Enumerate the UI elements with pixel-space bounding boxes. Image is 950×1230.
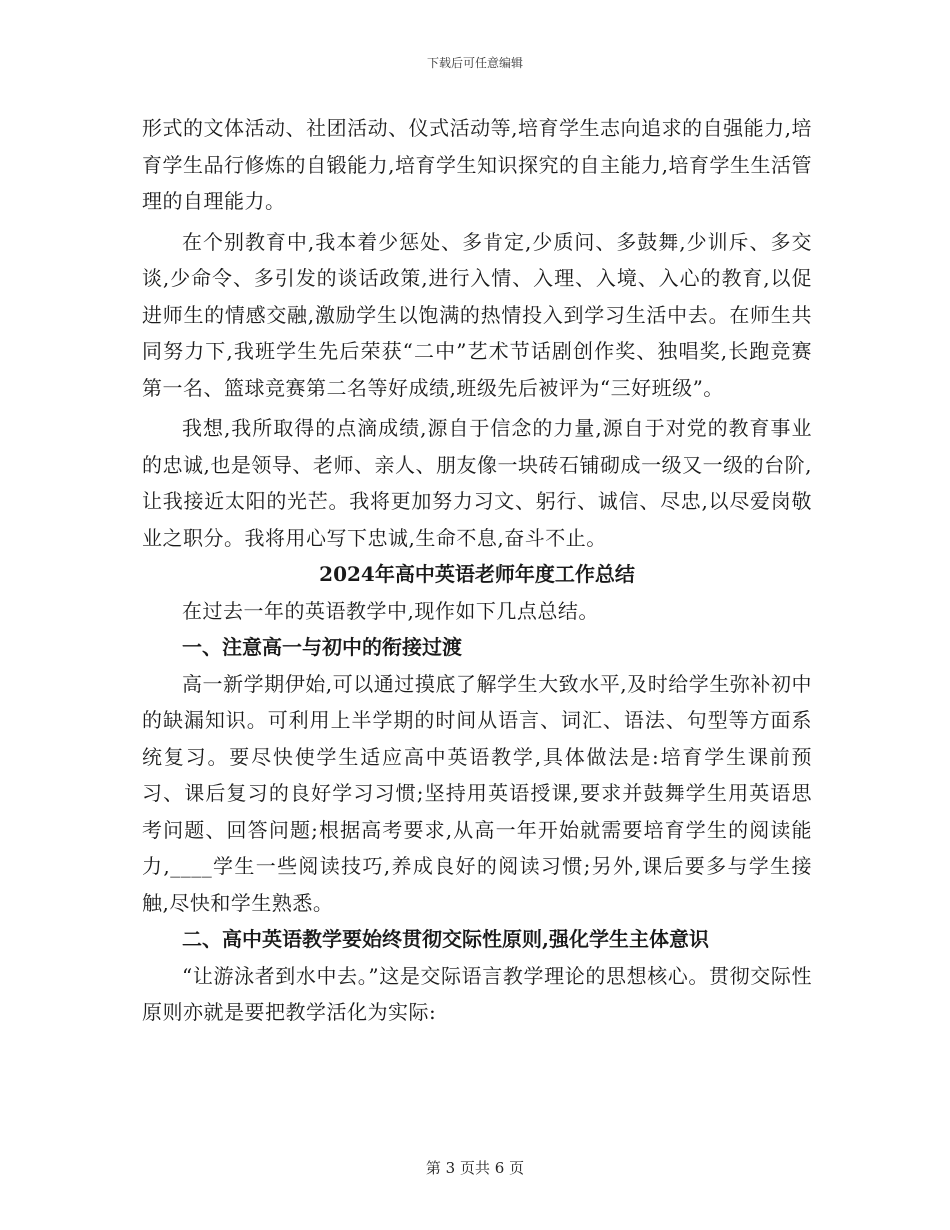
section-heading-1: 一、注意高一与初中的衔接过渡 [182, 635, 462, 659]
page-number: 第 3 页共 6 页 [425, 1159, 525, 1177]
paragraph-individual-education: 在个别教育中,我本着少惩处、多肯定,少质问、多鼓舞,少训斥、多交谈,少命令、多引发的谈话政策,进行入情、入理、入境、入心的教育,以促进师生的情感交融,激励学生以饱满的热情投入到学习生活中去。在师生共同努力下,我班学生先后荣获“二中”艺术节话剧创作奖、独唱奖,长跑竞赛第一名、篮球竞赛第二名等好成绩,班级先后被评为“三好班级”。 [142, 229, 812, 400]
paragraph-activities: 形式的文体活动、社团活动、仪式活动等,培育学生志向追求的自强能力,培育学生品行修炼的自锻能力,培育学生知识探究的自主能力,培育学生生活管理的自理能力。 [142, 116, 812, 213]
page-header-note: 下载后可任意编辑 [426, 56, 523, 70]
section-heading-2: 二、高中英语教学要始终贯彻交际性原则,强化学生主体意识 [182, 927, 709, 951]
document-body [142, 110, 812, 1031]
paragraph-intro: 在过去一年的英语教学中,现作如下几点总结。 [182, 598, 599, 623]
paragraph-communicative: “让游泳者到水中去。”这是交际语言教学理论的思想核心。贯彻交际性原则亦就是要把教学活化为实际: [142, 963, 812, 1024]
paragraph-reflection: 我想,我所取得的点滴成绩,源自于信念的力量,源自于对党的教育事业的忠诚,也是领导、老师、亲人、朋友像一块砖石铺砌成一级又一级的台阶,让我接近太阳的光芒。我将更加努力习文、躬行、诚信、尽忠,以尽爱岗敬业之职分。我将用心写下忠诚,生命不息,奋斗不止。 [142, 416, 812, 550]
paragraph-transition: 高一新学期伊始,可以通过摸底了解学生大致水平,及时给学生弥补初中的缺漏知识。可利用上半学期的时间从语言、词汇、语法、句型等方面系统复习。要尽快使学生适应高中英语教学,具体做法是:培育学生课前预习、课后复习的良好学习习惯;坚持用英语授课,要求并鼓舞学生用英语思考问题、回答问题;根据高考要求,从高一年开始就需要培育学生的阅读能力,____学生一些阅读技巧,养成良好的阅读习惯;另外,课后要多与学生接触,尽快和学生熟悉。 [142, 671, 812, 915]
document-title: 2024年高中英语老师年度工作总结 [319, 562, 635, 586]
